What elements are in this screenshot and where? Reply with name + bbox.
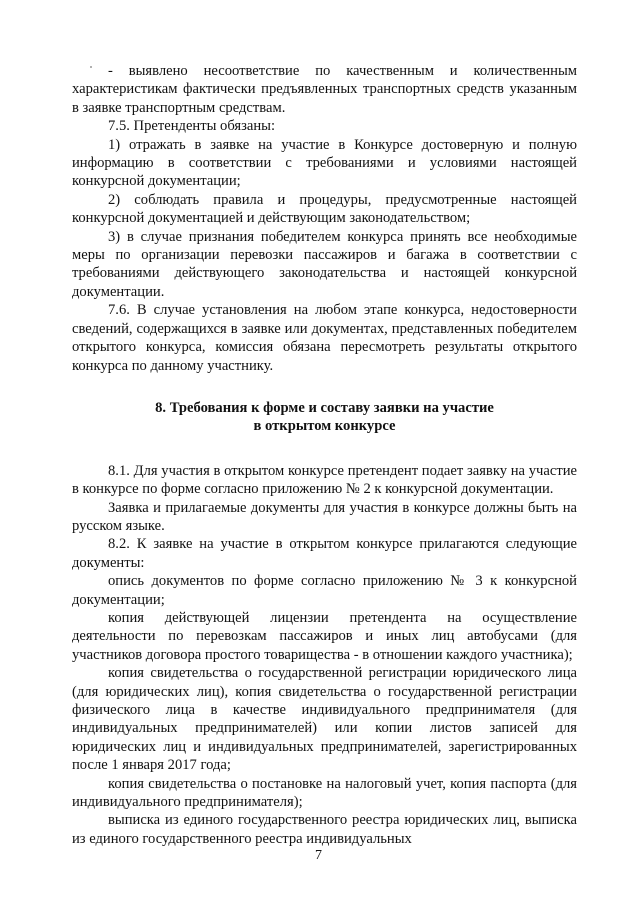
paragraph-obligation-3: 3) в случае признания победителем конкурса принять все необходимые меры по организации перевозки пассажиров и багажа в соответствии с требованиями действующего законодательства и настоящей конкурсной документации. bbox=[72, 228, 577, 300]
paragraph-8-2: 8.2. К заявке на участие в открытом конкурсе прилагаются следующие документы: bbox=[72, 536, 577, 571]
paragraph-7-5: 7.5. Претенденты обязаны: bbox=[108, 118, 276, 135]
paragraph-tax: копия свидетельства о постановке на налоговый учет, копия паспорта (для индивидуального предпринимателя); bbox=[72, 775, 577, 811]
paragraph-mismatch: - выявлено несоответствие по качественным и количественным характеристикам фактически предъявленных транспортных средств указанным в заявке транспортным средствам. bbox=[72, 63, 577, 116]
paragraph-7-6: 7.6. В случае установления на любом этапе конкурса, недостоверности сведений, содержащихся в заявке или документах, представленных победителем открытого конкурса, комиссия обязана пересмотреть результаты открытого конкурса по данному участнику. bbox=[72, 302, 577, 374]
scan-speck bbox=[90, 66, 92, 68]
section-8-heading-line1: 8. Требования к форме и составу заявки на участие bbox=[155, 399, 494, 416]
paragraph-registration: копия свидетельства о государственной регистрации юридического лица (для юридических лиц), копия свидетельства о государственной регистрации физического лица в качестве индивидуального предпринимателя (для индивидуальных предпринимателей) или копии листов записей для юридических лиц и индивидуальных предпринимателей, зарегистрированных после 1 января 2017 года; bbox=[72, 665, 577, 774]
paragraph-obligation-2: 2) соблюдать правила и процедуры, предусмотренные настоящей конкурсной документацией и действующим законодательством; bbox=[72, 191, 577, 227]
section-8-body bbox=[72, 462, 577, 849]
section-7-body bbox=[72, 62, 577, 375]
paragraph-inventory: опись документов по форме согласно приложению № 3 к конкурсной документации; bbox=[72, 573, 577, 608]
section-8-heading-line2: в открытом конкурсе bbox=[253, 418, 396, 435]
paragraph-language: Заявка и прилагаемые документы для участия в конкурсе должны быть на русском языке. bbox=[72, 499, 577, 534]
paragraph-license: копия действующей лицензии претендента на осуществление деятельности по перевозкам пассажиров и иных лиц автобусами (для участников договора простого товарищества - в отношении каждого участника); bbox=[72, 609, 577, 663]
paragraph-extract: выписка из единого государственного реестра юридических лиц, выписка из единого государственного реестра индивидуальных bbox=[72, 812, 577, 847]
section-8-heading bbox=[72, 399, 577, 436]
paragraph-8-1: 8.1. Для участия в открытом конкурсе претендент подает заявку на участие в конкурсе по форме согласно приложению № 2 к конкурсной документации. bbox=[72, 462, 577, 498]
paragraph-obligation-1: 1) отражать в заявке на участие в Конкурсе достоверную и полную информацию в соответствии с требованиями и условиями настоящей конкурсной документации; bbox=[72, 136, 577, 190]
page-number: 7 bbox=[315, 848, 322, 863]
